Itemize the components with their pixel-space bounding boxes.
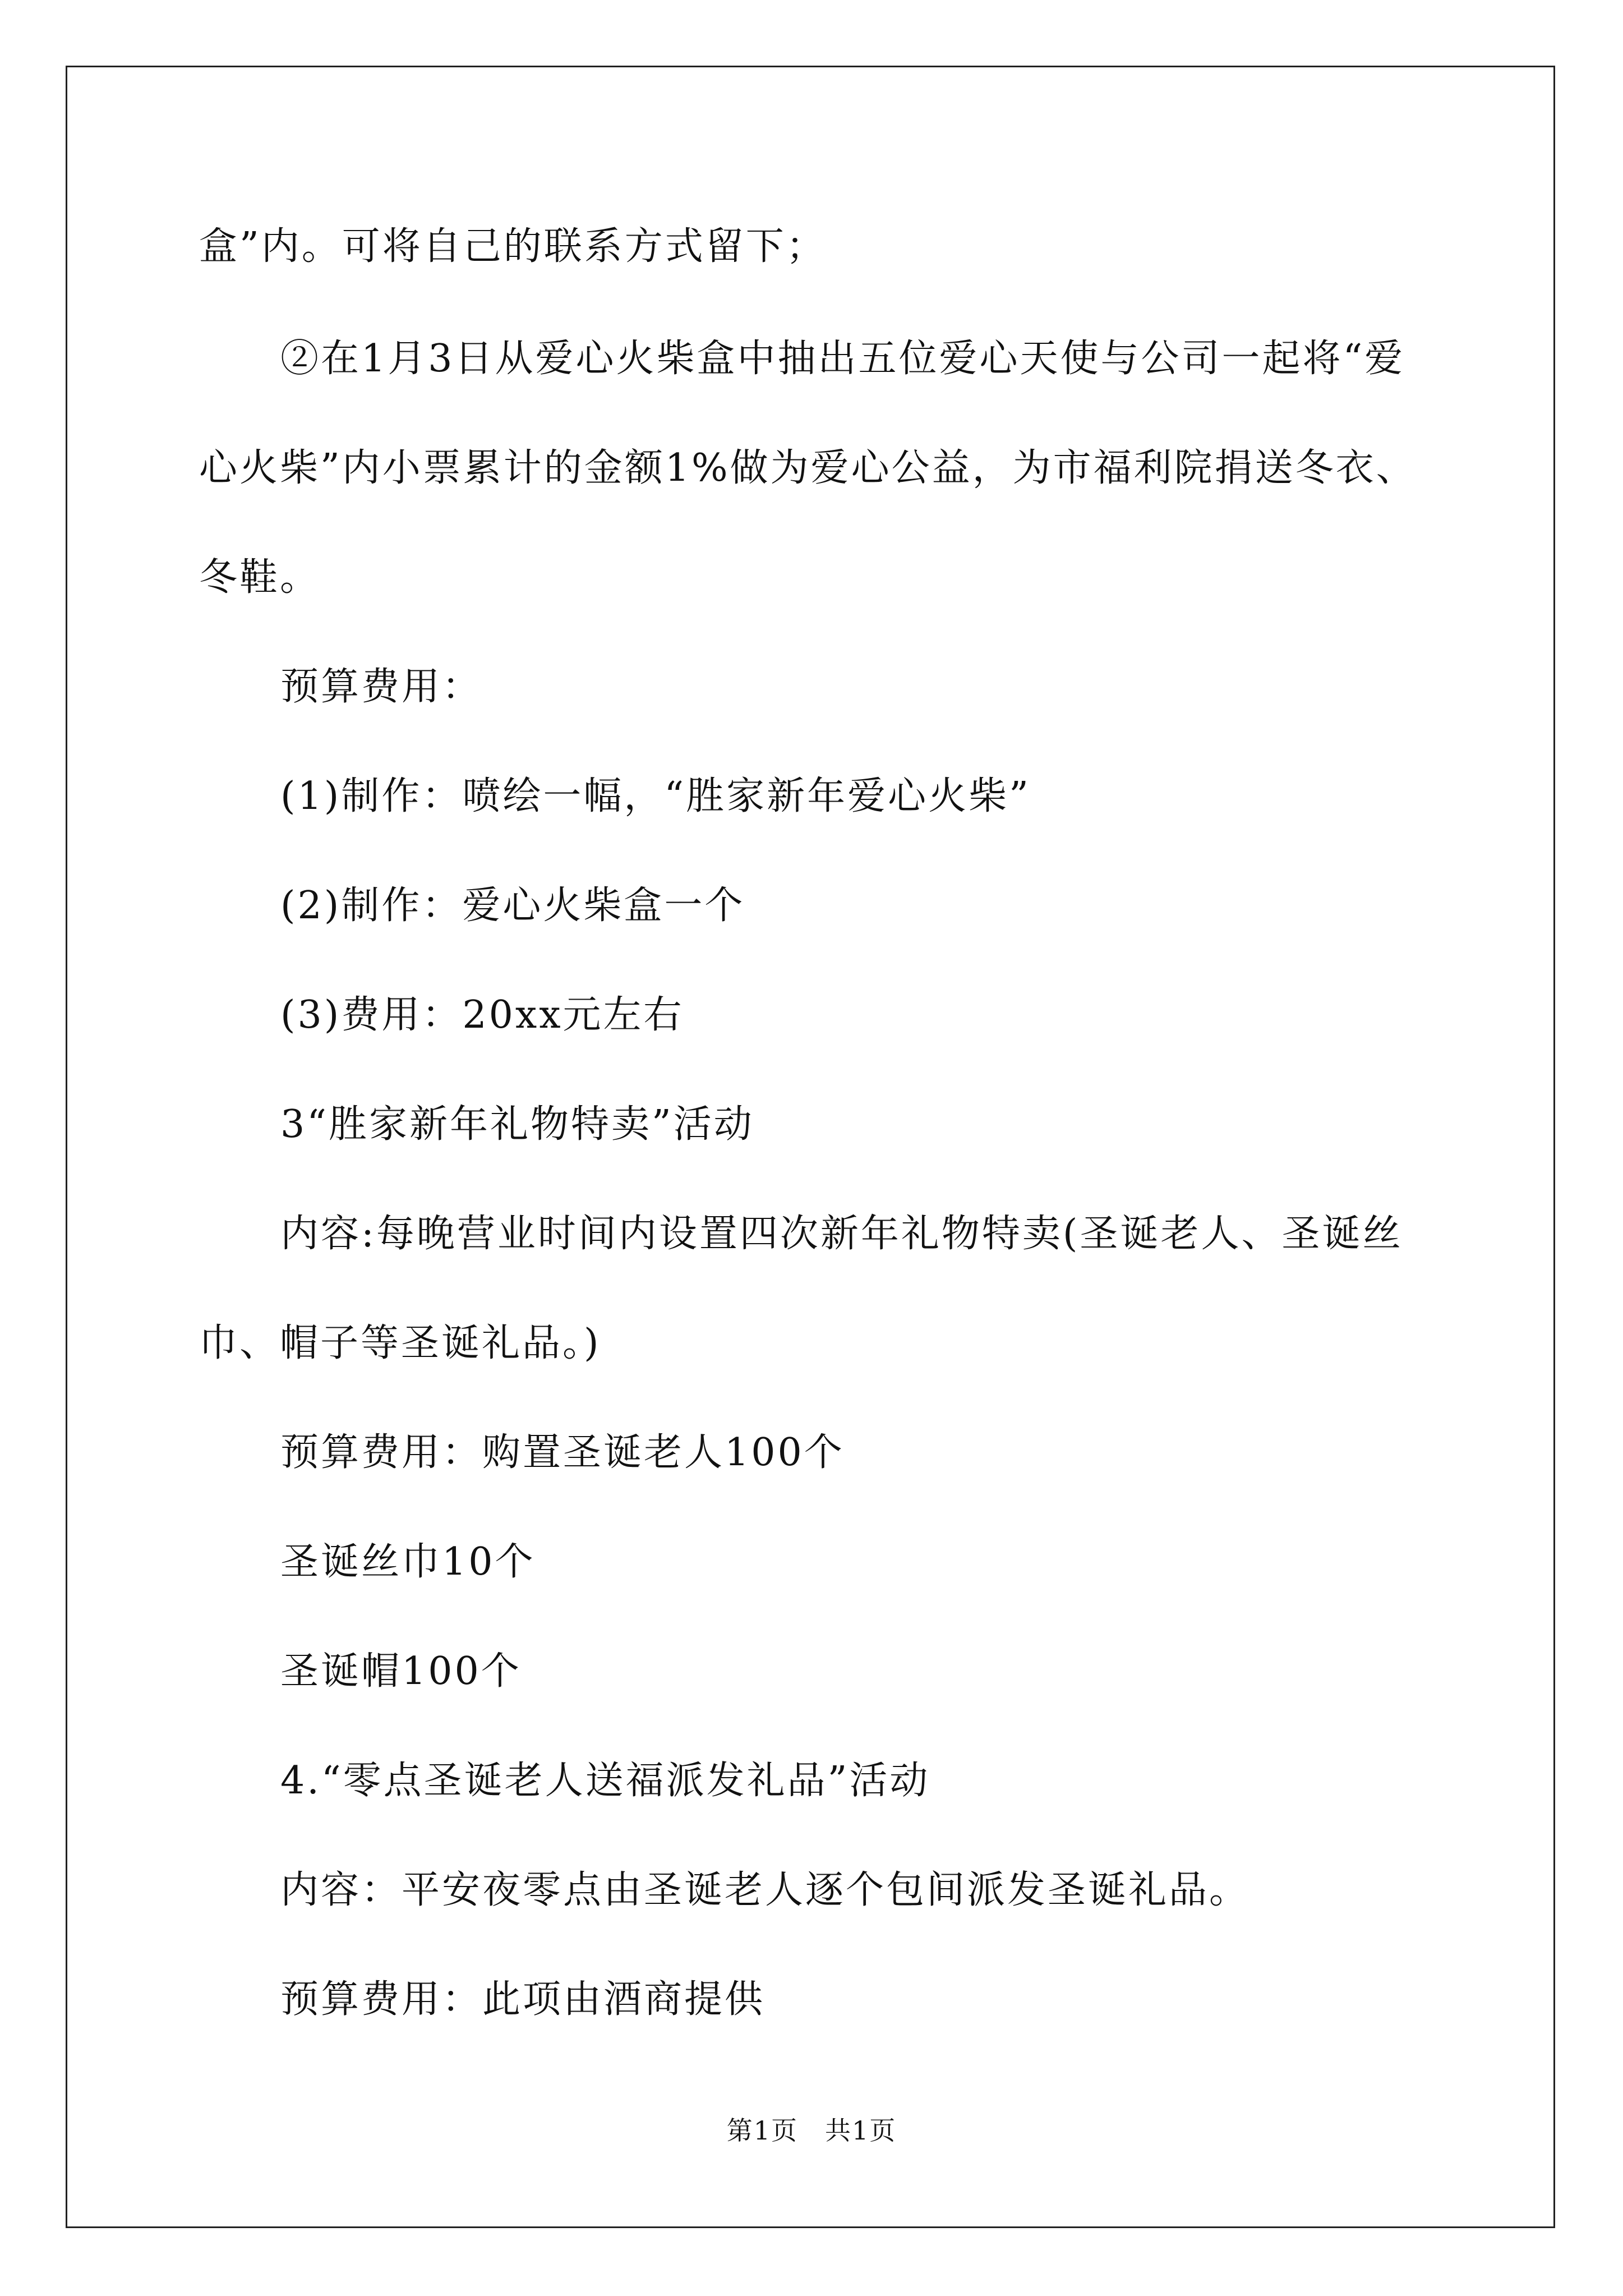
text-line: (2)制作：爱心火柴盒一个 xyxy=(280,884,745,928)
page-number: 第1页 xyxy=(726,2115,798,2146)
text-line: 圣诞丝巾10个 xyxy=(280,1540,536,1584)
text-line: ②在1月3日从爱心火柴盒中抽出五位爱心天使与公司一起将“爱 xyxy=(280,337,1405,381)
text-line: 3“胜家新年礼物特卖”活动 xyxy=(280,1102,754,1147)
text-line: 圣诞帽100个 xyxy=(280,1649,522,1694)
text-line: 预算费用：购置圣诞老人100个 xyxy=(280,1430,845,1475)
page-total: 共1页 xyxy=(825,2115,897,2146)
text-line: 预算费用： xyxy=(280,665,483,709)
text-line: (3)费用：20xx元左右 xyxy=(280,993,684,1037)
text-line: 心火柴”内小票累计的金额1%做为爱心公益，为市福利院捐送冬衣、 xyxy=(199,446,1417,490)
text-line: 冬鞋。 xyxy=(199,555,321,600)
text-line: 4.“零点圣诞老人送福派发礼品”活动 xyxy=(280,1759,930,1803)
text-line: 预算费用：此项由酒商提供 xyxy=(280,1977,766,2022)
page-footer xyxy=(0,2114,1623,2147)
text-line: 巾、帽子等圣诞礼品。) xyxy=(199,1321,601,1365)
text-line: (1)制作：喷绘一幅，“胜家新年爱心火柴” xyxy=(280,774,1031,818)
text-line: 内容:每晚营业时间内设置四次新年礼物特卖(圣诞老人、圣诞丝 xyxy=(280,1212,1403,1256)
text-line: 内容：平安夜零点由圣诞老人逐个包间派发圣诞礼品。 xyxy=(280,1868,1250,1912)
text-line: 盒”内。可将自己的联系方式留下； xyxy=(199,224,827,269)
